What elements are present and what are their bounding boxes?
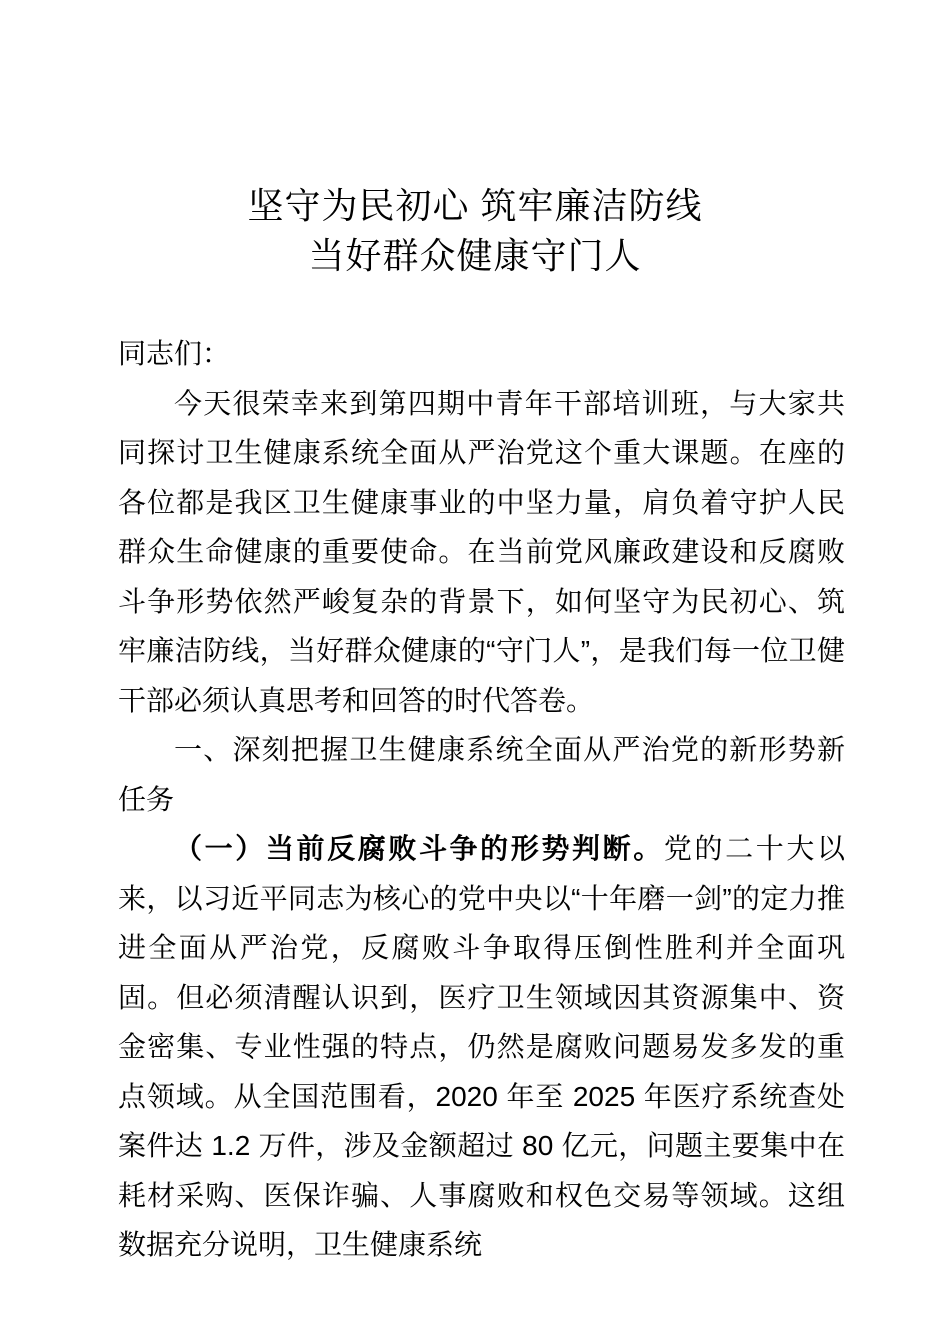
subsection-1-1-heading: （一）当前反腐败斗争的形势判断。 [174,833,664,864]
title-line-2: 当好群众健康守门人 [308,235,642,276]
section-1-heading: 一、深刻把握卫生健康系统全面从严治党的新形势新任务 [118,734,845,815]
intro-paragraph: 今天很荣幸来到第四期中青年干部培训班，与大家共同探讨卫生健康系统全面从严治党这个重大课题。在座的各位都是我区卫生健康事业的中坚力量，肩负着守护人民群众生命健康的重要使命。在当前党风廉政建设和反腐败斗争形势依然严峻复杂的背景下，如何坚守为民初心、筑牢廉洁防线，当好群众健康的“守门人”，是我们每一位卫健干部必须认真思考和回答的时代答卷。 [118,387,845,716]
subsection-1-1-paragraph [118,824,845,1270]
title-line-1: 坚守为民初心 筑牢廉洁防线 [247,185,703,226]
document-body [0,329,950,1270]
document-title [0,0,950,281]
subsection-1-1-text: 党的二十大以来，以习近平同志为核心的党中央以“十年磨一剑”的定力推进全面从严治党，反腐败斗争取得压倒性胜利并全面巩固。但必须清醒认识到，医疗卫生领域因其资源集中、资金密集、专业性强的特点，仍然是腐败问题易发多发的重点领域。从全国范围看，2020 年至 2025 年医疗系统查处案件达 1.2 万件，涉及金额超过 80 亿元，问题主要集中在耗材采购、医保诈骗、人事腐败和权色交易等领域。这组数据充分说明，卫生健康系统 [118,833,845,1260]
salutation: 同志们： [118,338,231,369]
